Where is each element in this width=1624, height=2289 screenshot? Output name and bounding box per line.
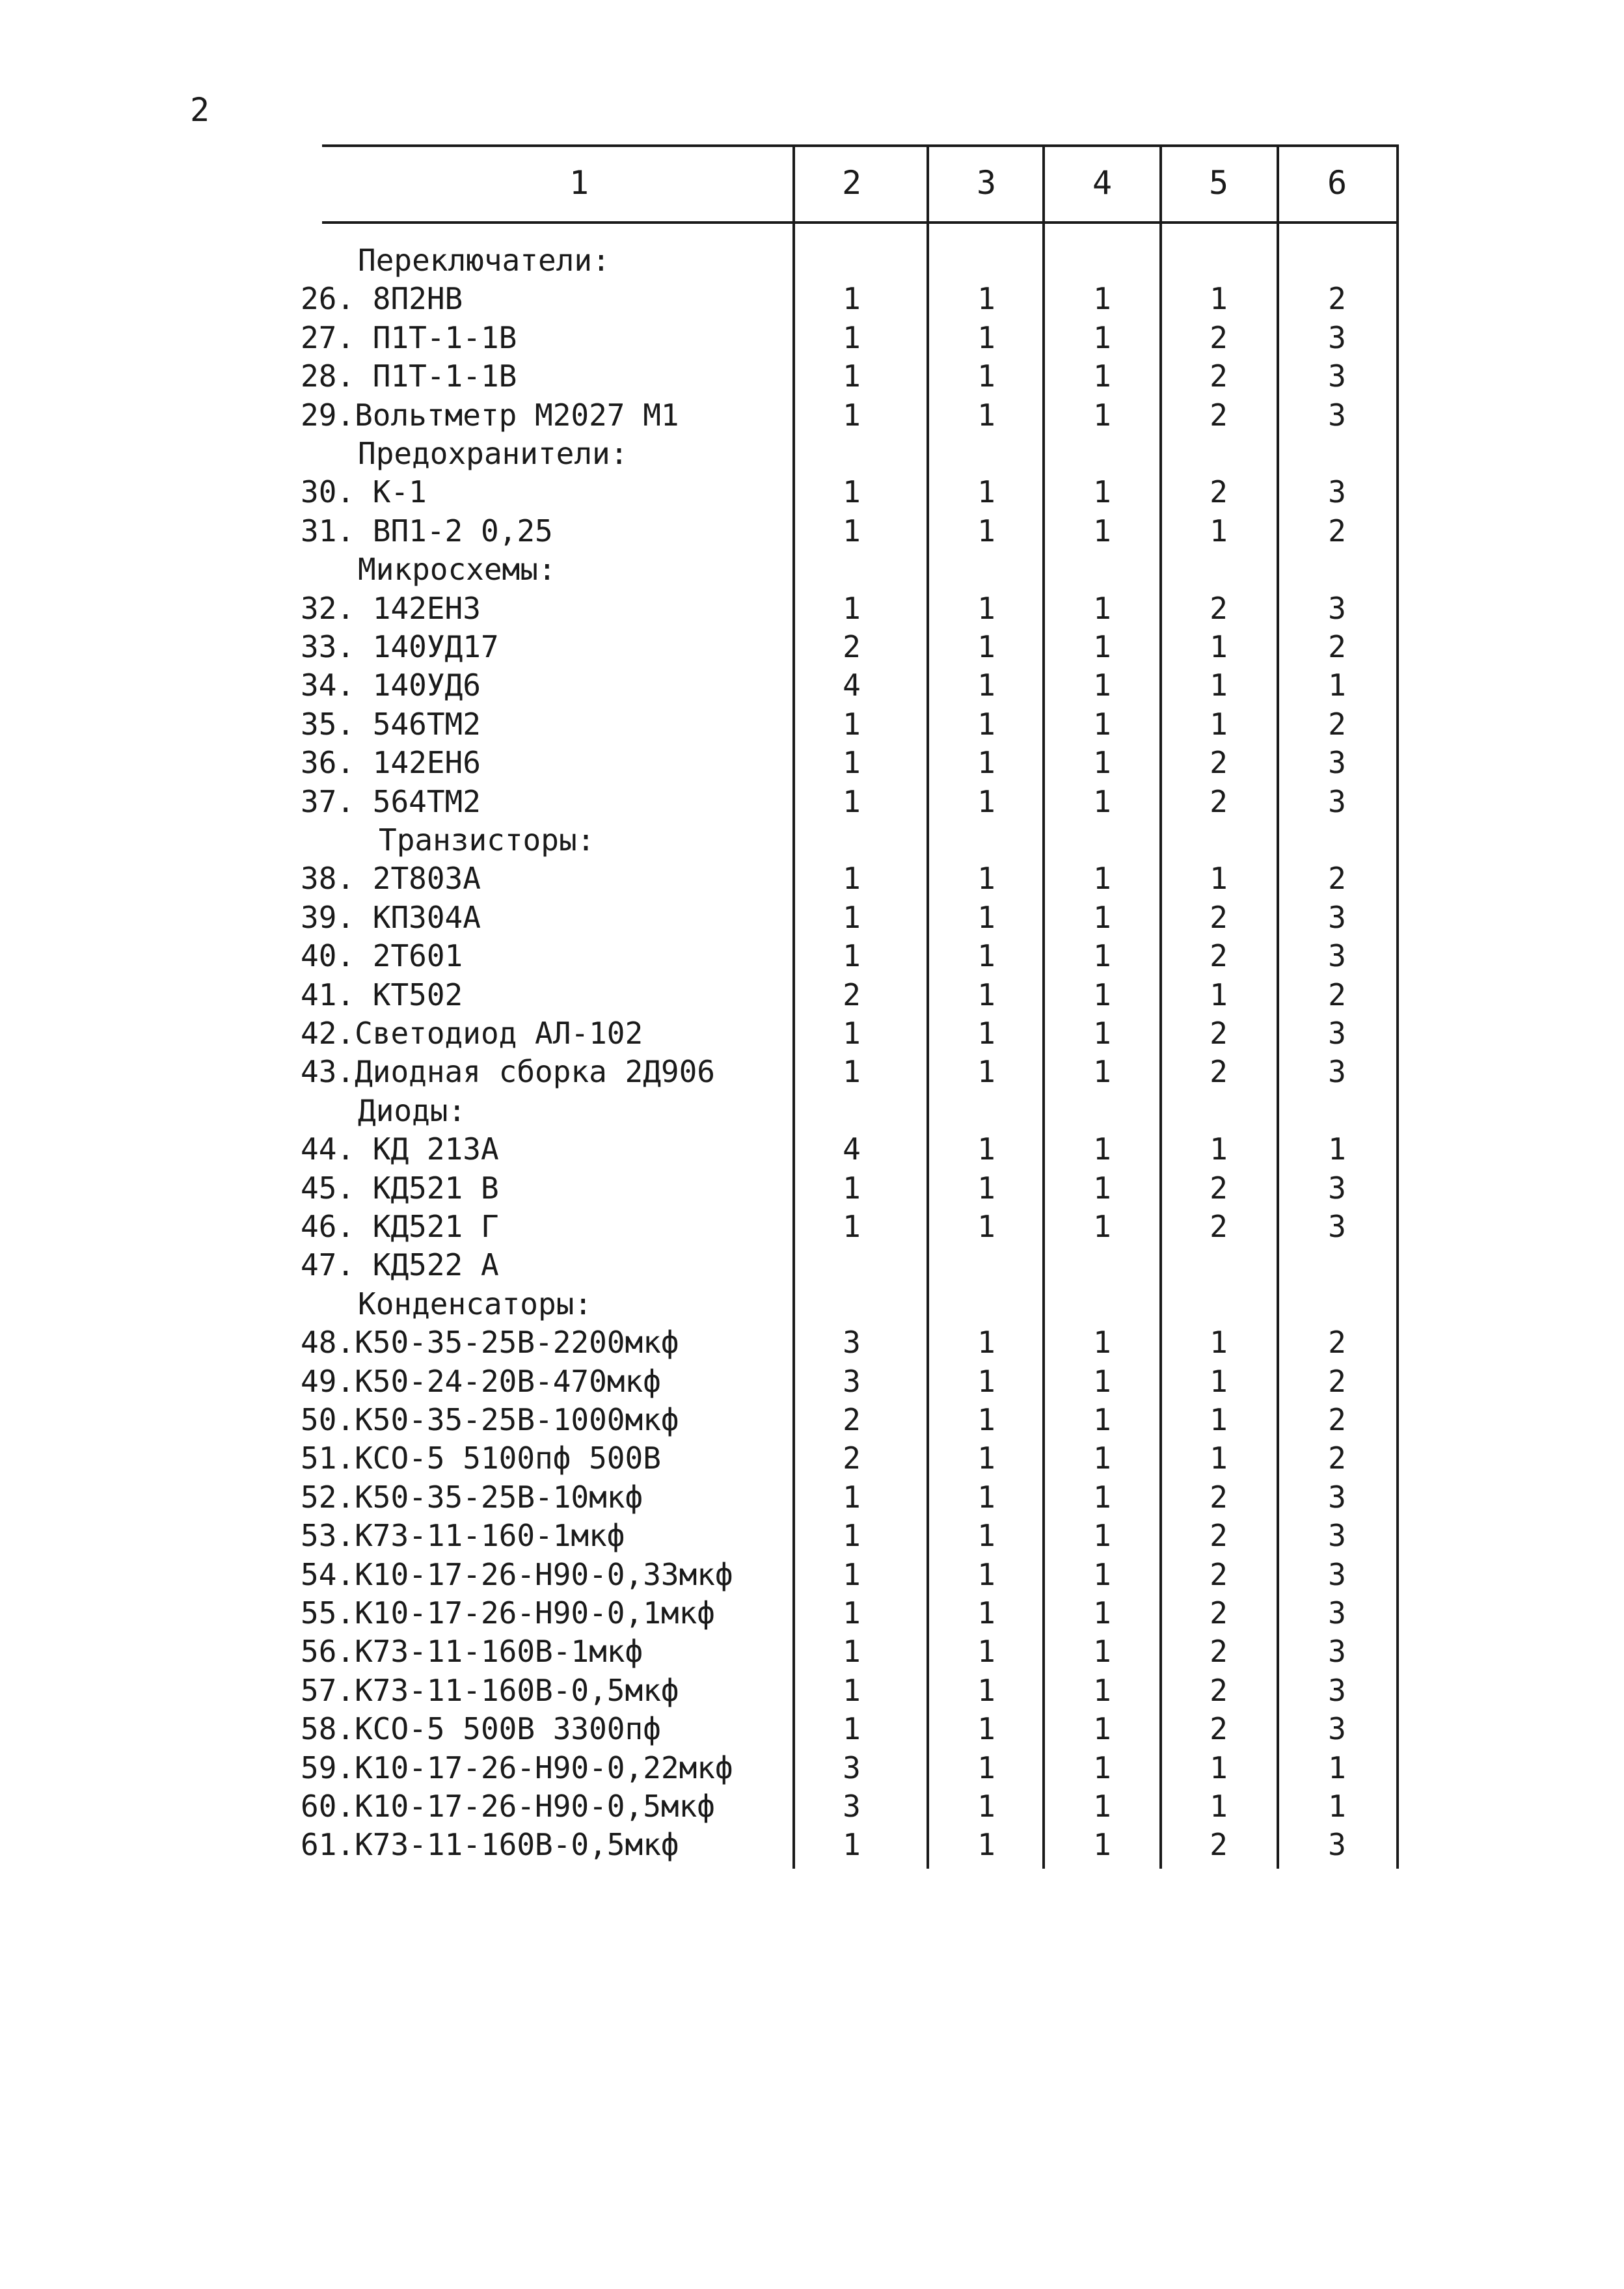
cell-col-4: 1 (1093, 977, 1111, 1012)
cell-col-4: 1 (1093, 1595, 1111, 1631)
cell-col-5: 2 (1210, 1827, 1228, 1863)
cell-col-6: 1 (1328, 1131, 1346, 1167)
cell-col-5: 2 (1210, 359, 1228, 394)
item-name: 44. КД 213А (301, 1131, 499, 1167)
cell-col-3: 1 (977, 861, 995, 897)
cell-col-3: 1 (977, 1479, 995, 1515)
cell-col-6: 3 (1328, 397, 1346, 433)
cell-col-3: 1 (977, 1016, 995, 1051)
cell-col-2: 1 (843, 783, 861, 819)
cell-col-3: 1 (977, 1170, 995, 1206)
cell-col-2: 1 (843, 706, 861, 742)
cell-col-6: 2 (1328, 1441, 1346, 1476)
cell-col-5: 2 (1210, 1711, 1228, 1747)
cell-col-5: 2 (1210, 474, 1228, 510)
cell-col-5: 2 (1210, 783, 1228, 819)
cell-col-2: 1 (843, 590, 861, 626)
item-name: 39. КП304А (301, 899, 481, 935)
cell-col-6: 2 (1328, 629, 1346, 664)
table-row (0, 1245, 1624, 1284)
cell-col-5: 1 (1210, 1131, 1228, 1167)
cell-col-2: 1 (843, 938, 861, 974)
cell-col-5: 2 (1210, 1634, 1228, 1670)
item-name: 43.Диодная сборка 2Д906 (301, 1054, 715, 1090)
cell-col-5: 2 (1210, 1054, 1228, 1090)
table-row (0, 1362, 1624, 1401)
cell-col-6: 3 (1328, 590, 1346, 626)
cell-col-4: 1 (1093, 1209, 1111, 1244)
cell-col-3: 1 (977, 319, 995, 355)
cell-col-3: 1 (977, 1672, 995, 1708)
cell-col-2: 2 (843, 977, 861, 1012)
cell-col-4: 1 (1093, 938, 1111, 974)
cell-col-3: 1 (977, 1556, 995, 1592)
section-heading: Переключатели: (358, 243, 610, 278)
item-name: 27. П1Т-1-1В (301, 319, 517, 355)
cell-col-3: 1 (977, 1827, 995, 1863)
cell-col-6: 3 (1328, 1827, 1346, 1863)
cell-col-5: 1 (1210, 1789, 1228, 1824)
cell-col-4: 1 (1093, 513, 1111, 549)
table-row (0, 550, 1624, 589)
table-row (0, 1478, 1624, 1517)
cell-col-3: 1 (977, 1441, 995, 1476)
cell-col-6: 2 (1328, 513, 1346, 549)
cell-col-2: 3 (843, 1363, 861, 1399)
cell-col-5: 2 (1210, 1672, 1228, 1708)
cell-col-3: 1 (977, 899, 995, 935)
table-row (0, 472, 1624, 511)
cell-col-6: 3 (1328, 745, 1346, 781)
cell-col-5: 2 (1210, 319, 1228, 355)
item-name: 41. КТ502 (301, 977, 463, 1012)
section-heading: Микросхемы: (358, 552, 556, 588)
cell-col-3: 1 (977, 783, 995, 819)
table-row (0, 241, 1624, 280)
cell-col-4: 1 (1093, 359, 1111, 394)
cell-col-6: 1 (1328, 668, 1346, 703)
section-heading: Предохранители: (358, 436, 629, 471)
cell-col-2: 1 (843, 1209, 861, 1244)
section-heading: Диоды: (358, 1092, 467, 1128)
header-col-2: 2 (841, 164, 862, 202)
cell-col-5: 2 (1210, 899, 1228, 935)
cell-col-3: 1 (977, 668, 995, 703)
cell-col-5: 2 (1210, 1556, 1228, 1592)
cell-col-3: 1 (977, 1518, 995, 1554)
cell-col-4: 1 (1093, 1402, 1111, 1437)
cell-col-5: 2 (1210, 1209, 1228, 1244)
cell-col-6: 3 (1328, 1479, 1346, 1515)
item-name: 28. П1Т-1-1В (301, 359, 517, 394)
cell-col-4: 1 (1093, 1016, 1111, 1051)
cell-col-6: 3 (1328, 783, 1346, 819)
table-row (0, 975, 1624, 1014)
table-row (0, 820, 1624, 860)
cell-col-2: 1 (843, 899, 861, 935)
cell-col-4: 1 (1093, 783, 1111, 819)
table-row (0, 1052, 1624, 1091)
page-number: 2 (190, 91, 210, 129)
cell-col-6: 3 (1328, 359, 1346, 394)
cell-col-6: 3 (1328, 1595, 1346, 1631)
cell-col-4: 1 (1093, 1518, 1111, 1554)
cell-col-3: 1 (977, 1131, 995, 1167)
table-row (0, 1439, 1624, 1478)
cell-col-3: 1 (977, 281, 995, 317)
cell-col-5: 1 (1210, 861, 1228, 897)
cell-col-3: 1 (977, 977, 995, 1012)
cell-col-2: 1 (843, 1595, 861, 1631)
cell-col-4: 1 (1093, 1634, 1111, 1670)
cell-col-4: 1 (1093, 861, 1111, 897)
item-name: 60.К10-17-26-Н90-0,5мкф (301, 1789, 715, 1824)
table-row (0, 1825, 1624, 1864)
cell-col-6: 3 (1328, 1634, 1346, 1670)
cell-col-2: 1 (843, 1711, 861, 1747)
cell-col-4: 1 (1093, 1479, 1111, 1515)
cell-col-6: 2 (1328, 281, 1346, 317)
cell-col-2: 1 (843, 474, 861, 510)
cell-col-5: 2 (1210, 1595, 1228, 1631)
cell-col-3: 1 (977, 1054, 995, 1090)
item-name: 54.К10-17-26-Н90-0,33мкф (301, 1556, 733, 1592)
table-row (0, 1130, 1624, 1169)
cell-col-4: 1 (1093, 1789, 1111, 1824)
header-col-3: 3 (976, 164, 997, 202)
item-name: 52.К50-35-25В-10мкф (301, 1479, 643, 1515)
cell-col-2: 1 (843, 1054, 861, 1090)
cell-col-2: 3 (843, 1750, 861, 1785)
item-name: 46. КД521 Г (301, 1209, 499, 1244)
cell-col-6: 2 (1328, 1363, 1346, 1399)
table-row (0, 666, 1624, 705)
cell-col-3: 1 (977, 1711, 995, 1747)
table-row (0, 1671, 1624, 1710)
cell-col-4: 1 (1093, 1363, 1111, 1399)
cell-col-4: 1 (1093, 319, 1111, 355)
cell-col-4: 1 (1093, 1054, 1111, 1090)
item-name: 26. 8П2НВ (301, 281, 463, 317)
cell-col-6: 3 (1328, 1711, 1346, 1747)
table-row (0, 318, 1624, 357)
item-name: 32. 142ЕН3 (301, 590, 481, 626)
item-name: 53.К73-11-160-1мкф (301, 1518, 625, 1554)
cell-col-2: 1 (843, 397, 861, 433)
cell-col-5: 2 (1210, 1016, 1228, 1051)
cell-col-3: 1 (977, 1209, 995, 1244)
table-row (0, 1284, 1624, 1323)
cell-col-5: 1 (1210, 1325, 1228, 1361)
cell-col-6: 2 (1328, 861, 1346, 897)
cell-col-4: 1 (1093, 474, 1111, 510)
cell-col-6: 3 (1328, 1016, 1346, 1051)
cell-col-5: 2 (1210, 590, 1228, 626)
cell-col-2: 1 (843, 745, 861, 781)
cell-col-2: 1 (843, 1827, 861, 1863)
cell-col-5: 2 (1210, 1518, 1228, 1554)
item-name: 47. КД522 А (301, 1247, 499, 1283)
header-col-4: 4 (1092, 164, 1113, 202)
cell-col-4: 1 (1093, 1170, 1111, 1206)
cell-col-4: 1 (1093, 1750, 1111, 1785)
cell-col-2: 1 (843, 1479, 861, 1515)
header-col-1: 1 (569, 164, 589, 202)
cell-col-2: 1 (843, 1016, 861, 1051)
item-name: 45. КД521 В (301, 1170, 499, 1206)
cell-col-4: 1 (1093, 1131, 1111, 1167)
table-row (0, 1593, 1624, 1632)
cell-col-3: 1 (977, 397, 995, 433)
item-name: 38. 2Т803А (301, 861, 481, 897)
cell-col-4: 1 (1093, 1556, 1111, 1592)
cell-col-5: 2 (1210, 397, 1228, 433)
cell-col-6: 3 (1328, 1054, 1346, 1090)
cell-col-5: 1 (1210, 1441, 1228, 1476)
item-name: 31. ВП1-2 0,25 (301, 513, 553, 549)
cell-col-3: 1 (977, 359, 995, 394)
table-row (0, 396, 1624, 435)
item-name: 61.К73-11-160В-0,5мкф (301, 1827, 679, 1863)
cell-col-4: 1 (1093, 1441, 1111, 1476)
cell-col-2: 1 (843, 1634, 861, 1670)
cell-col-4: 1 (1093, 706, 1111, 742)
item-name: 40. 2Т601 (301, 938, 463, 974)
cell-col-5: 1 (1210, 668, 1228, 703)
table-row (0, 1748, 1624, 1787)
item-name: 50.К50-35-25В-1000мкф (301, 1402, 679, 1437)
cell-col-3: 1 (977, 513, 995, 549)
item-name: 58.КСО-5 500В 3300пф (301, 1711, 661, 1747)
cell-col-6: 3 (1328, 1672, 1346, 1708)
cell-col-4: 1 (1093, 1325, 1111, 1361)
item-name: 42.Светодиод АЛ-102 (301, 1016, 643, 1051)
table-row (0, 434, 1624, 473)
table-row (0, 279, 1624, 318)
cell-col-5: 1 (1210, 1363, 1228, 1399)
cell-col-6: 1 (1328, 1750, 1346, 1785)
table-row (0, 1323, 1624, 1362)
cell-col-2: 3 (843, 1789, 861, 1824)
cell-col-4: 1 (1093, 1711, 1111, 1747)
item-name: 36. 142ЕН6 (301, 745, 481, 781)
item-name: 33. 140УД17 (301, 629, 499, 664)
cell-col-3: 1 (977, 1325, 995, 1361)
table-row (0, 1709, 1624, 1748)
cell-col-4: 1 (1093, 899, 1111, 935)
cell-col-5: 1 (1210, 1750, 1228, 1785)
cell-col-4: 1 (1093, 397, 1111, 433)
cell-col-6: 2 (1328, 1325, 1346, 1361)
cell-col-3: 1 (977, 745, 995, 781)
section-heading: Транзисторы: (379, 822, 595, 858)
cell-col-6: 3 (1328, 319, 1346, 355)
table-header-rule (322, 221, 1399, 224)
table-row (0, 782, 1624, 821)
cell-col-4: 1 (1093, 668, 1111, 703)
item-name: 51.КСО-5 5100пф 500В (301, 1441, 661, 1476)
item-name: 56.К73-11-160В-1мкф (301, 1634, 643, 1670)
table-row (0, 743, 1624, 782)
cell-col-5: 2 (1210, 1479, 1228, 1515)
cell-col-4: 1 (1093, 745, 1111, 781)
cell-col-5: 2 (1210, 745, 1228, 781)
item-name: 49.К50-24-20В-470мкф (301, 1363, 661, 1399)
cell-col-2: 2 (843, 629, 861, 664)
cell-col-2: 1 (843, 513, 861, 549)
cell-col-3: 1 (977, 1634, 995, 1670)
cell-col-5: 1 (1210, 513, 1228, 549)
item-name: 29.Вольтметр М2027 М1 (301, 397, 679, 433)
cell-col-6: 2 (1328, 706, 1346, 742)
table-row (0, 859, 1624, 898)
table-row (0, 1787, 1624, 1826)
item-name: 48.К50-35-25В-2200мкф (301, 1325, 679, 1361)
table-row (0, 898, 1624, 937)
item-name: 55.К10-17-26-Н90-0,1мкф (301, 1595, 715, 1631)
table-row (0, 589, 1624, 628)
cell-col-6: 2 (1328, 977, 1346, 1012)
cell-col-5: 1 (1210, 281, 1228, 317)
cell-col-4: 1 (1093, 629, 1111, 664)
cell-col-3: 1 (977, 474, 995, 510)
cell-col-3: 1 (977, 590, 995, 626)
header-col-6: 6 (1327, 164, 1347, 202)
cell-col-2: 1 (843, 359, 861, 394)
cell-col-4: 1 (1093, 1672, 1111, 1708)
cell-col-6: 3 (1328, 1170, 1346, 1206)
table-row (0, 1632, 1624, 1671)
cell-col-3: 1 (977, 629, 995, 664)
cell-col-2: 1 (843, 1672, 861, 1708)
cell-col-6: 3 (1328, 1209, 1346, 1244)
cell-col-2: 4 (843, 668, 861, 703)
table-row (0, 1169, 1624, 1208)
table-row (0, 1207, 1624, 1246)
section-heading: Конденсаторы: (358, 1286, 593, 1321)
table-row (0, 1555, 1624, 1594)
cell-col-4: 1 (1093, 1827, 1111, 1863)
cell-col-6: 1 (1328, 1789, 1346, 1824)
cell-col-2: 1 (843, 1518, 861, 1554)
cell-col-3: 1 (977, 1750, 995, 1785)
cell-col-3: 1 (977, 1363, 995, 1399)
cell-col-2: 1 (843, 861, 861, 897)
cell-col-4: 1 (1093, 590, 1111, 626)
cell-col-6: 3 (1328, 1518, 1346, 1554)
cell-col-6: 3 (1328, 474, 1346, 510)
cell-col-5: 1 (1210, 1402, 1228, 1437)
table-row (0, 936, 1624, 975)
cell-col-6: 3 (1328, 938, 1346, 974)
cell-col-2: 1 (843, 1170, 861, 1206)
cell-col-3: 1 (977, 938, 995, 974)
cell-col-2: 1 (843, 319, 861, 355)
cell-col-6: 3 (1328, 899, 1346, 935)
item-name: 34. 140УД6 (301, 668, 481, 703)
table-row (0, 627, 1624, 666)
table-row (0, 1091, 1624, 1130)
table-row (0, 511, 1624, 550)
cell-col-2: 2 (843, 1441, 861, 1476)
table-row (0, 1516, 1624, 1555)
cell-col-5: 1 (1210, 977, 1228, 1012)
table-row (0, 1400, 1624, 1439)
cell-col-5: 2 (1210, 1170, 1228, 1206)
cell-col-2: 1 (843, 1556, 861, 1592)
cell-col-6: 3 (1328, 1556, 1346, 1592)
cell-col-5: 1 (1210, 629, 1228, 664)
item-name: 35. 546ТМ2 (301, 706, 481, 742)
cell-col-5: 1 (1210, 706, 1228, 742)
cell-col-6: 2 (1328, 1402, 1346, 1437)
header-col-5: 5 (1208, 164, 1229, 202)
cell-col-5: 2 (1210, 938, 1228, 974)
cell-col-3: 1 (977, 1402, 995, 1437)
cell-col-2: 4 (843, 1131, 861, 1167)
table-top-rule (322, 144, 1399, 147)
cell-col-3: 1 (977, 1595, 995, 1631)
table-row (0, 357, 1624, 396)
item-name: 57.К73-11-160В-0,5мкф (301, 1672, 679, 1708)
cell-col-2: 1 (843, 281, 861, 317)
cell-col-3: 1 (977, 1789, 995, 1824)
table-row (0, 705, 1624, 744)
cell-col-4: 1 (1093, 281, 1111, 317)
cell-col-2: 2 (843, 1402, 861, 1437)
item-name: 30. К-1 (301, 474, 427, 510)
cell-col-2: 3 (843, 1325, 861, 1361)
item-name: 37. 564ТМ2 (301, 783, 481, 819)
table-row (0, 1014, 1624, 1053)
cell-col-3: 1 (977, 706, 995, 742)
item-name: 59.К10-17-26-Н90-0,22мкф (301, 1750, 733, 1785)
